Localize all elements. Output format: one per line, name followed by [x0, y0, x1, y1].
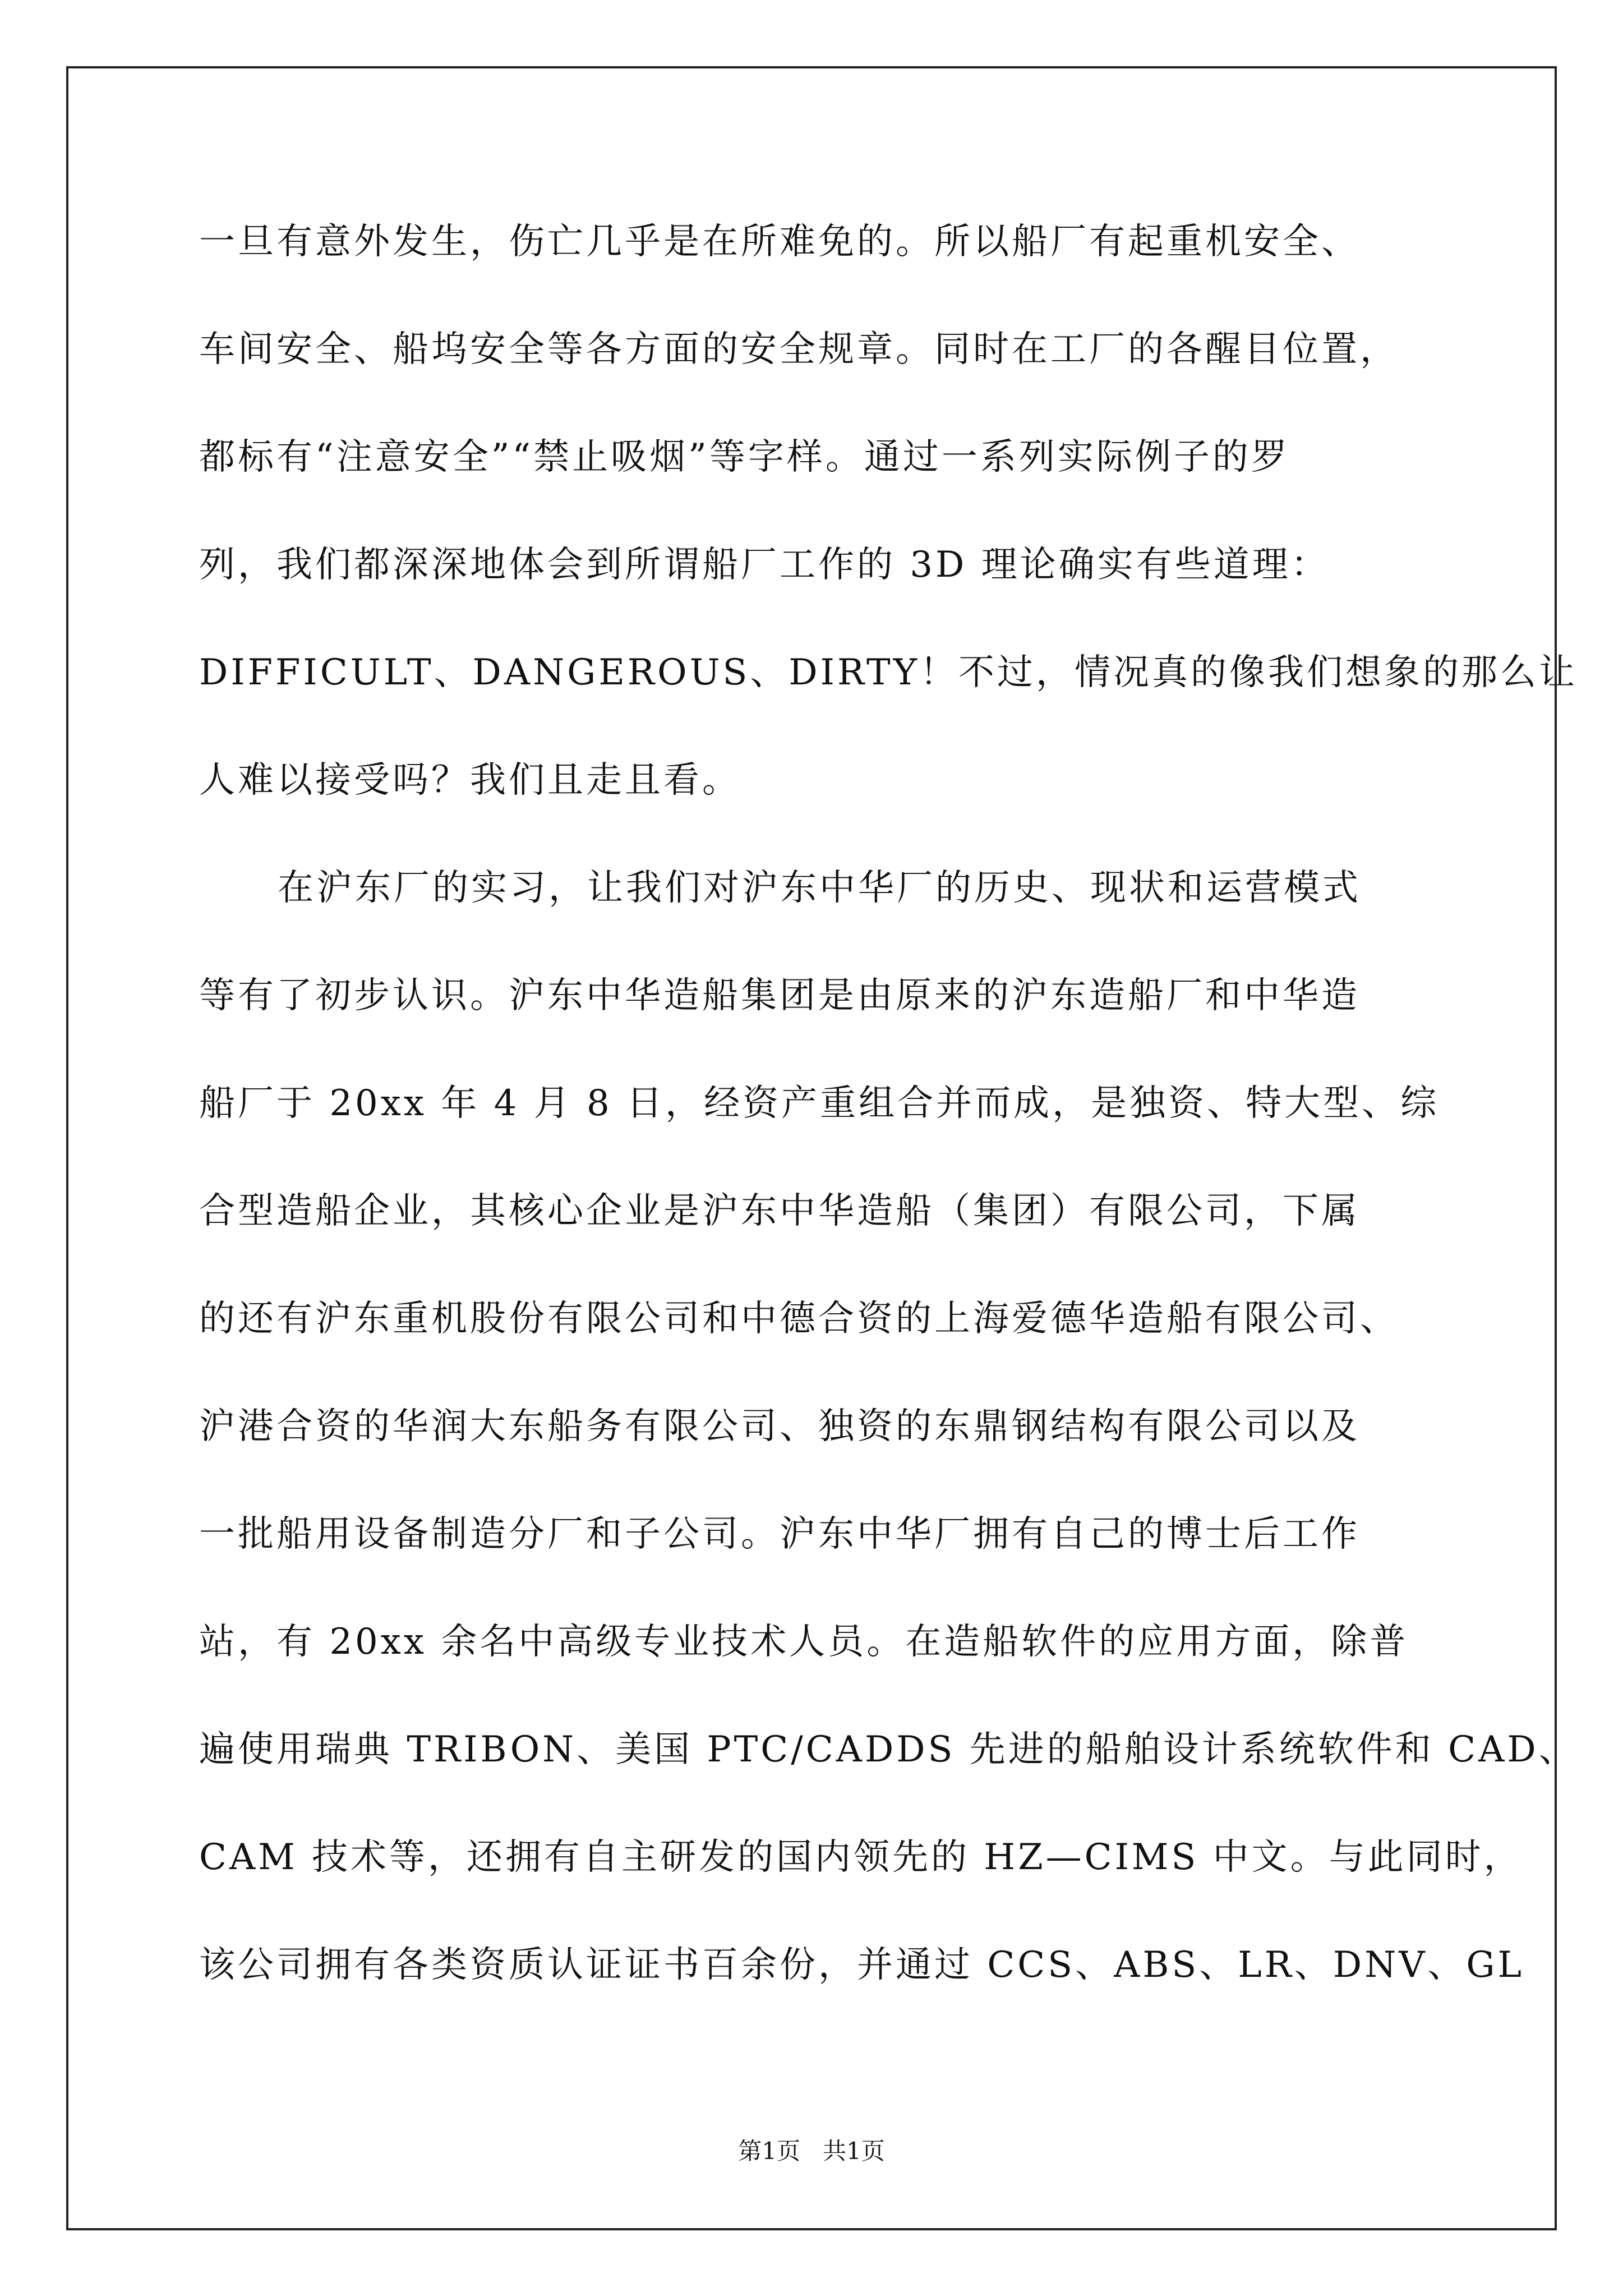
- text-line: 的还有沪东重机股份有限公司和中德合资的上海爱德华造船有限公司、: [199, 1298, 1399, 1340]
- text-line: 人难以接受吗？我们且走且看。: [199, 760, 741, 801]
- text-line: CAM 技术等，还拥有自主研发的国内领先的 HZ—CIMS 中文。与此同时，: [199, 1837, 1523, 1878]
- page-footer: [0, 2134, 1623, 2168]
- page-total: 共1页: [823, 2137, 885, 2165]
- text-line: 车间安全、船坞安全等各方面的安全规章。同时在工厂的各醒目位置，: [199, 329, 1399, 370]
- text-line: 等有了初步认识。沪东中华造船集团是由原来的沪东造船厂和中华造: [199, 975, 1360, 1016]
- page-number: 第1页: [738, 2137, 800, 2165]
- text-line: 一旦有意外发生，伤亡几乎是在所难免的。所以船厂有起重机安全、: [199, 221, 1360, 263]
- text-line: DIFFICULT、DANGEROUS、DIRTY！不过，情况真的像我们想象的那么让: [199, 652, 1578, 693]
- footer-spacer: [800, 2137, 823, 2165]
- paragraph-first-line: 在沪东厂的实习，让我们对沪东中华厂的历史、现状和运营模式: [278, 867, 1361, 909]
- text-line: 站，有 20xx 余名中高级专业技术人员。在造船软件的应用方面，除普: [199, 1621, 1409, 1663]
- text-line: 列，我们都深深地体会到所谓船厂工作的 3D 理论确实有些道理：: [199, 544, 1330, 586]
- document-body: [199, 188, 1578, 2019]
- text-line: 合型造船企业，其核心企业是沪东中华造船（集团）有限公司，下属: [199, 1190, 1360, 1232]
- text-line: 沪港合资的华润大东船务有限公司、独资的东鼎钢结构有限公司以及: [199, 1406, 1360, 1447]
- text-line: 一批船用设备制造分厂和子公司。沪东中华厂拥有自己的博士后工作: [199, 1513, 1360, 1555]
- text-line: 遍使用瑞典 TRIBON、美国 PTC/CADDS 先进的船舶设计系统软件和 CAD、: [199, 1729, 1578, 1770]
- text-line: 都标有“注意安全”“禁止吸烟”等字样。通过一系列实际例子的罗: [199, 436, 1290, 478]
- text-line: 该公司拥有各类资质认证证书百余份，并通过 CCS、ABS、LR、DNV、GL: [199, 1944, 1525, 1986]
- text-line: 船厂于 20xx 年 4 月 8 日，经资产重组合并而成，是独资、特大型、综: [199, 1083, 1440, 1124]
